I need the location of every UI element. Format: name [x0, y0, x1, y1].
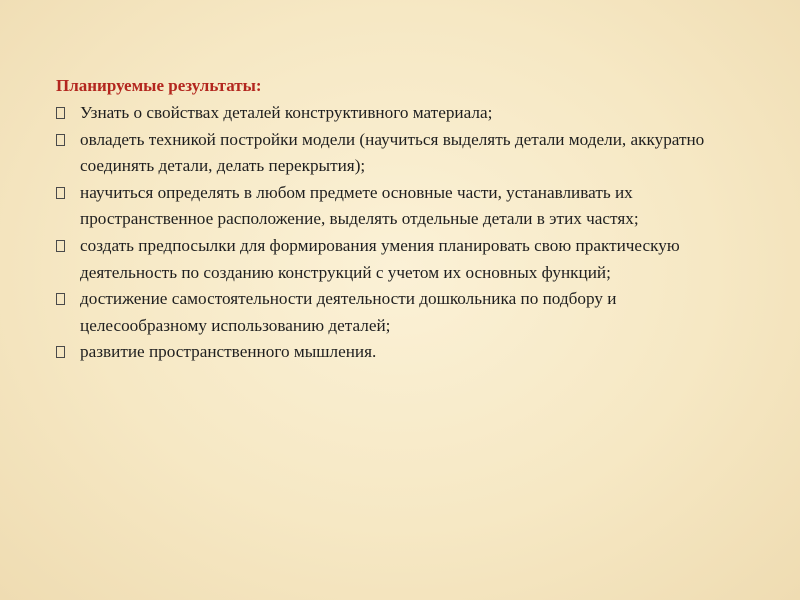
bullet-box-icon: [56, 107, 65, 119]
bullet-box-icon: [56, 293, 65, 305]
list-item: [56, 233, 746, 286]
list-item: [56, 339, 746, 366]
list-item: [56, 127, 746, 180]
bullet-box-icon: [56, 346, 65, 358]
list-item-text: достижение самостоятельности деятельности дошкольника по подбору и целесообразному использованию деталей;: [80, 289, 617, 335]
bullet-box-icon: [56, 134, 65, 146]
bullet-box-icon: [56, 187, 65, 199]
list-item-text: научиться определять в любом предмете основные части, устанавливать их пространственное расположение, выделять отдельные детали в этих частях;: [80, 182, 639, 229]
list-item-text: создать предпосылки для формирования умения планировать свою практическую деятельность по созданию конструкций с учетом их основных функций;: [80, 235, 680, 282]
list-item: [56, 180, 746, 233]
list-item-text: овладеть техникой постройки модели (научиться выделять детали модели, аккуратно соединять детали, делать перекрытия);: [80, 129, 705, 176]
list-item-text: развитие пространственного мышления.: [80, 342, 377, 362]
list-item-text: Узнать о свойствах деталей конструктивного материала;: [80, 103, 493, 122]
list-item: [56, 100, 746, 127]
results-list: [56, 100, 746, 366]
bullet-box-icon: [56, 240, 65, 252]
list-item: [56, 286, 746, 339]
slide-content: [56, 74, 746, 366]
slide-heading: Планируемые результаты:: [56, 76, 262, 95]
